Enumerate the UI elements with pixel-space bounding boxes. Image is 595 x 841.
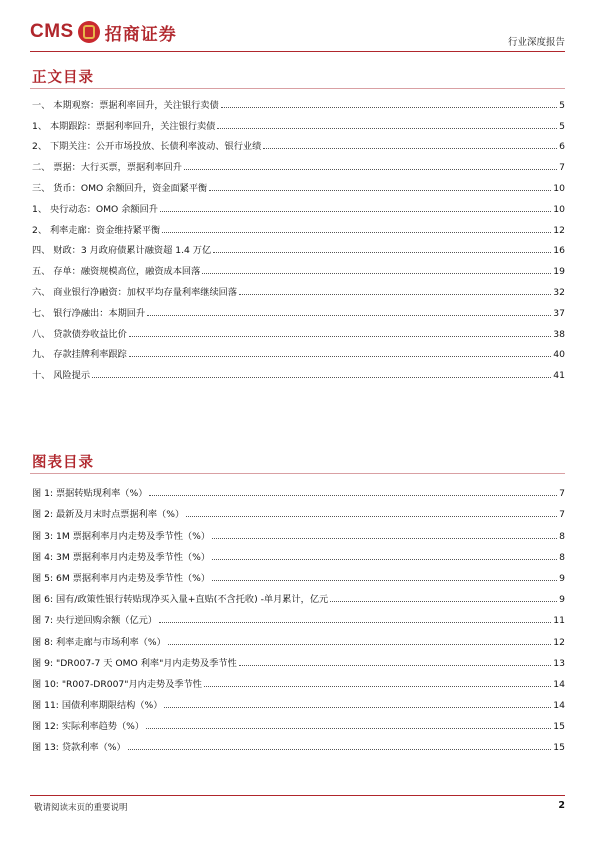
toc-item-label: 一、 本期观察：票据利率回升，关注银行卖债: [32, 99, 219, 111]
figure-item[interactable]: [32, 605, 565, 626]
figure-leader: [168, 644, 552, 645]
figure-item-page: 14: [553, 700, 565, 712]
figure-leader: [186, 516, 557, 517]
logo-cms-text: CMS: [30, 21, 74, 42]
header-divider: [30, 51, 565, 52]
toc-item-page: 16: [553, 245, 565, 257]
toc-item-label: 1、 本期跟踪：票据利率回升，关注银行卖债: [32, 120, 216, 132]
toc-leader: [213, 252, 551, 253]
toc-leader: [129, 336, 552, 337]
toc-leader: [129, 356, 552, 357]
footer-note: 敬请阅读末页的重要说明: [34, 803, 128, 813]
toc-item-label: 五、 存单：融资规模高位，融资成本回落: [32, 266, 201, 278]
toc-item[interactable]: [32, 132, 565, 153]
logo-emblem-icon: [78, 21, 100, 43]
figure-item[interactable]: [32, 732, 565, 753]
toc-item-page: 7: [559, 162, 565, 174]
toc-item-label: 1、 央行动态：OMO 余额回升: [32, 203, 158, 215]
toc-item-label: 十、 风险提示: [32, 370, 91, 382]
figure-item-page: 9: [559, 572, 565, 584]
toc-leader: [217, 128, 557, 129]
toc-leader: [221, 107, 557, 108]
figure-item[interactable]: [32, 478, 565, 499]
page-header: [30, 14, 565, 52]
figure-item-label: 图 9: "DR007-7 天 OMO 利率"月内走势及季节性: [32, 657, 237, 669]
toc-leader: [209, 190, 551, 191]
figure-item-label: 图 11: 国债利率期限结构（%）: [32, 700, 163, 712]
toc-item-page: 40: [553, 349, 565, 361]
toc-item-page: 6: [559, 141, 565, 153]
toc-item[interactable]: [32, 173, 565, 194]
toc-item[interactable]: [32, 215, 565, 236]
toc-item-label: 九、 存款挂牌利率跟踪: [32, 349, 127, 361]
figure-list: [32, 478, 565, 753]
toc-item[interactable]: [32, 256, 565, 277]
figure-item-label: 图 4: 3M 票据利率月内走势及季节性（%）: [32, 551, 211, 563]
figure-item-page: 15: [553, 742, 565, 754]
toc-leader: [147, 315, 551, 316]
figure-item[interactable]: [32, 711, 565, 732]
toc-item-label: 三、 货币：OMO 余额回升，资金面紧平衡: [32, 182, 208, 194]
figures-title: 图表目录: [32, 454, 94, 471]
toc-item-label: 七、 银行净融出：本期回升: [32, 307, 146, 319]
figure-item[interactable]: [32, 648, 565, 669]
figure-item-label: 图 10: "R007-DR007"月内走势及季节性: [32, 678, 202, 690]
figure-item-page: 7: [559, 509, 565, 521]
toc-list: [32, 90, 565, 381]
figure-item-label: 图 5: 6M 票据利率月内走势及季节性（%）: [32, 572, 211, 584]
toc-item-page: 12: [553, 224, 565, 236]
toc-leader: [162, 232, 551, 233]
toc-item-page: 19: [553, 266, 565, 278]
figure-item-page: 15: [553, 721, 565, 733]
figure-item-page: 14: [553, 678, 565, 690]
figure-leader: [149, 495, 557, 496]
figure-leader: [164, 707, 551, 708]
figure-item[interactable]: [32, 499, 565, 520]
toc-item[interactable]: [32, 277, 565, 298]
figures-title-divider: [30, 473, 565, 474]
figure-leader: [212, 559, 557, 560]
figure-item-page: 11: [553, 615, 565, 627]
figure-item[interactable]: [32, 669, 565, 690]
toc-item[interactable]: [32, 152, 565, 173]
toc-item[interactable]: [32, 360, 565, 381]
toc-item[interactable]: [32, 298, 565, 319]
figure-item-label: 图 8: 利率走廊与市场利率（%）: [32, 636, 166, 648]
figure-leader: [212, 580, 557, 581]
figure-leader: [128, 749, 552, 750]
figure-item[interactable]: [32, 626, 565, 647]
figure-item-label: 图 3: 1M 票据利率月内走势及季节性（%）: [32, 530, 211, 542]
toc-item-page: 10: [553, 182, 565, 194]
cms-logo: [30, 16, 177, 48]
figure-item-page: 9: [559, 594, 565, 606]
toc-item-label: 四、 财政：3 月政府债累计融资超 1.4 万亿: [32, 245, 212, 257]
toc-leader: [92, 377, 551, 378]
toc-item-label: 二、 票据：大行买票，票据利率回升: [32, 162, 182, 174]
toc-title: 正文目录: [32, 69, 94, 86]
figure-leader: [212, 538, 557, 539]
toc-item-page: 37: [553, 307, 565, 319]
toc-item-page: 32: [553, 286, 565, 298]
figure-item-label: 图 13: 贷款利率（%）: [32, 742, 126, 754]
figure-item[interactable]: [32, 563, 565, 584]
figure-item-page: 12: [553, 636, 565, 648]
figure-item-label: 图 7: 央行逆回购余额（亿元）: [32, 615, 158, 627]
logo-cn-text: 招商证券: [104, 24, 177, 45]
toc-leader: [263, 148, 557, 149]
figure-leader: [330, 601, 557, 602]
toc-item-page: 38: [553, 328, 565, 340]
report-type: 行业深度报告: [507, 37, 565, 48]
toc-leader: [202, 273, 551, 274]
toc-item[interactable]: [32, 340, 565, 361]
toc-title-divider: [30, 88, 565, 89]
toc-item-label: 八、 贷款债券收益比价: [32, 328, 127, 340]
figure-item[interactable]: [32, 520, 565, 541]
toc-item-page: 5: [559, 99, 565, 111]
toc-item-label: 2、 利率走廊：资金维持紧平衡: [32, 224, 161, 236]
toc-leader: [184, 169, 557, 170]
figure-item-label: 图 12: 实际利率趋势（%）: [32, 721, 145, 733]
figure-leader: [204, 686, 551, 687]
toc-item-page: 5: [559, 120, 565, 132]
figure-leader: [159, 622, 551, 623]
toc-leader: [160, 211, 551, 212]
toc-item[interactable]: [32, 111, 565, 132]
toc-leader: [239, 294, 551, 295]
toc-item[interactable]: [32, 236, 565, 257]
toc-item[interactable]: [32, 194, 565, 215]
figure-item-label: 图 6: 国有/政策性银行转贴现净买入量+直贴(不含托收) -单月累计，亿元: [32, 594, 329, 606]
figure-leader: [146, 728, 551, 729]
figure-item-page: 8: [559, 551, 565, 563]
toc-item-page: 10: [553, 203, 565, 215]
toc-item-label: 六、 商业银行净融资：加权平均存量利率继续回落: [32, 286, 238, 298]
toc-item-label: 2、 下期关注：公开市场投放、长债利率波动、银行业绩: [32, 141, 262, 153]
figure-item-page: 8: [559, 530, 565, 542]
toc-item[interactable]: [32, 319, 565, 340]
footer-divider: [30, 795, 565, 796]
toc-item[interactable]: [32, 90, 565, 111]
figure-item-page: 13: [553, 657, 565, 669]
figure-leader: [239, 665, 552, 666]
figure-item-label: 图 2: 最新及月末时点票据利率（%）: [32, 509, 185, 521]
figure-item[interactable]: [32, 542, 565, 563]
toc-item-page: 41: [553, 370, 565, 382]
figure-item[interactable]: [32, 690, 565, 711]
figure-item-page: 7: [559, 488, 565, 500]
figure-item[interactable]: [32, 584, 565, 605]
figure-item-label: 图 1: 票据转贴现利率（%）: [32, 488, 148, 500]
page-number: 2: [558, 800, 565, 811]
